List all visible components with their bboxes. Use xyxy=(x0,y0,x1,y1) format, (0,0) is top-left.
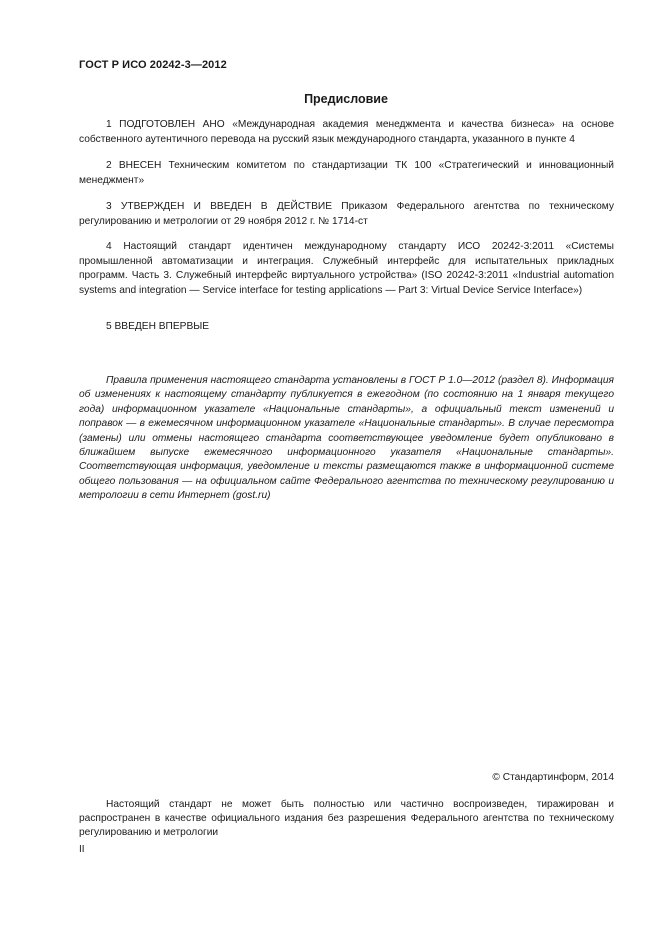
document-code-header: ГОСТ Р ИСО 20242-3—2012 xyxy=(79,59,227,71)
page-number: II xyxy=(79,844,85,855)
copyright-line: © Стандартинформ, 2014 xyxy=(492,772,614,783)
foreword-item-5: 5 ВВЕДЕН ВПЕРВЫЕ xyxy=(106,321,210,332)
reproduction-notice: Настоящий стандарт не может быть полностью или частично воспроизведен, тиражирован и распространен в качестве официального издания без разрешения Федерального агентства по техническому регулированию и метрологии xyxy=(79,799,614,839)
foreword-item-2: 2 ВНЕСЕН Техническим комитетом по стандартизации ТК 100 «Стратегический и инновационный менеджмент» xyxy=(79,160,614,186)
foreword-item-1: 1 ПОДГОТОВЛЕН АНО «Международная академия менеджмента и качества бизнеса» на основе собственного аутентичного перевода на русский язык международного стандарта, указанного в пункте 4 xyxy=(79,119,614,145)
foreword-item-4: 4 Настоящий стандарт идентичен международному стандарту ИСО 20242-3:2011 «Системы промышленной автоматизации и интеграция. Служебный интерфейс для испытательных прикладных программ. Часть 3. Служебный интерфейс виртуального устройства» (ISO 20242-3:2011 «Industrial automation systems and integration — Service interface for testing applications — Part 3: Virtual Device Service Interface») xyxy=(79,241,614,296)
application-rules-notice: Правила применения настоящего стандарта установлены в ГОСТ Р 1.0—2012 (раздел 8). Информация об изменениях к настоящему стандарту публикуется в ежегодном (по состоянию на 1 января текущего года) информационном указателе «Национальные стандарты», а официальный текст изменений и поправок — в ежемесячном информационном указателе «Национальные стандарты». В случае пересмотра (замены) или отмены настоящего стандарта соответствующее уведомление будет опубликовано в ближайшем выпуске ежемесячного информационного указателя «Национальные стандарты». Соответствующая информация, уведомление и тексты размещаются также в информационной системе общего пользования — на официальном сайте Федерального агентства по техническому регулированию и метрологии в сети Интернет (gost.ru) xyxy=(79,375,614,502)
foreword-title: Предисловие xyxy=(304,92,388,106)
foreword-item-3: 3 УТВЕРЖДЕН И ВВЕДЕН В ДЕЙСТВИЕ Приказом Федерального агентства по техническому регулированию и метрологии от 29 ноября 2012 г. № 1714-ст xyxy=(79,201,614,227)
